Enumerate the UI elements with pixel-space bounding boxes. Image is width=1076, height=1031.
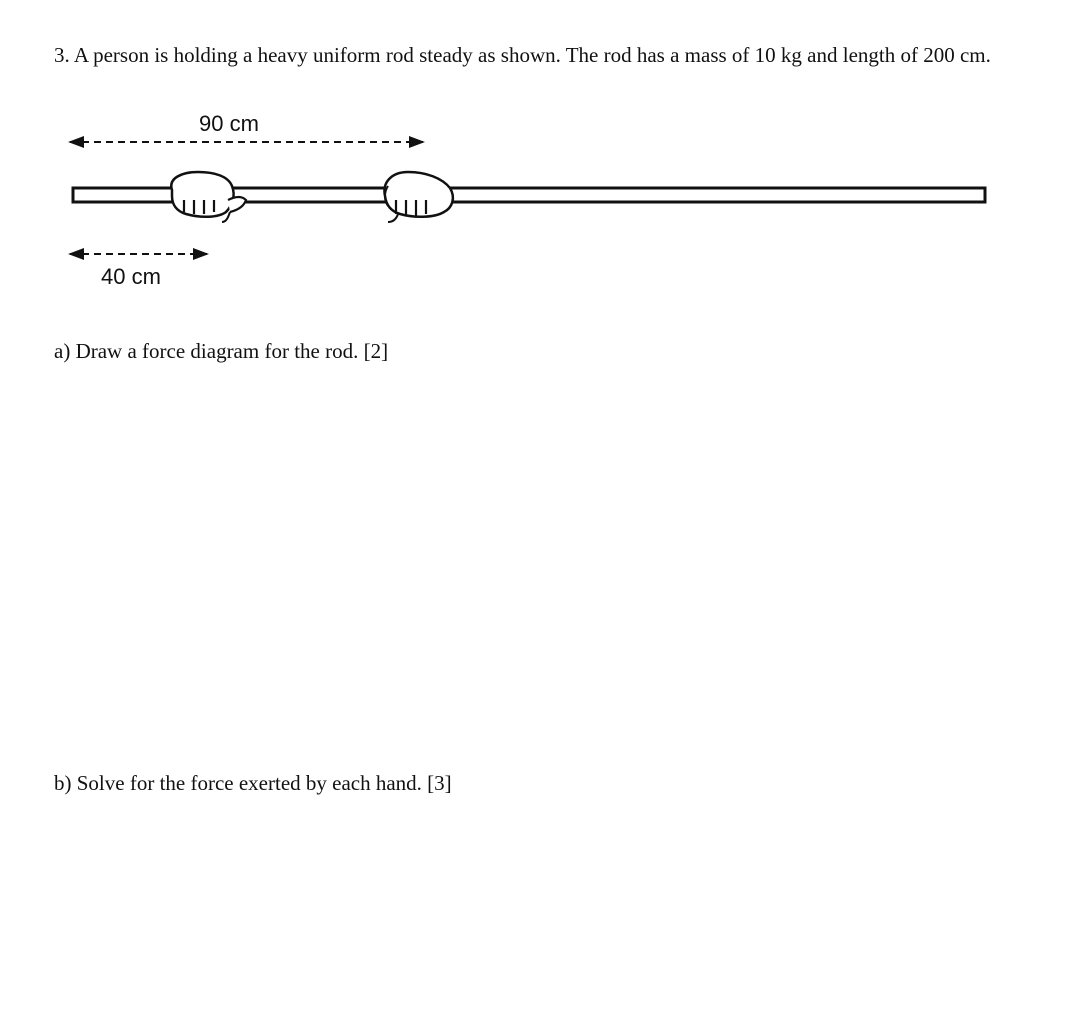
left-hand-icon xyxy=(171,172,246,222)
right-hand-icon xyxy=(384,172,452,222)
part-a-prompt: a) Draw a force diagram for the rod. [2] xyxy=(54,339,389,363)
question-body: A person is holding a heavy uniform rod steady as shown. The rod has a mass of 10 kg and length of 200 cm. xyxy=(73,43,991,67)
dimension-label-40cm: 40 cm xyxy=(101,264,161,289)
part-b-prompt: b) Solve for the force exerted by each hand. [3] xyxy=(54,771,452,795)
rod xyxy=(73,188,985,202)
question-text xyxy=(54,45,1054,66)
dimension-label-90cm: 90 cm xyxy=(199,111,259,136)
question-number: 3. xyxy=(54,43,70,67)
